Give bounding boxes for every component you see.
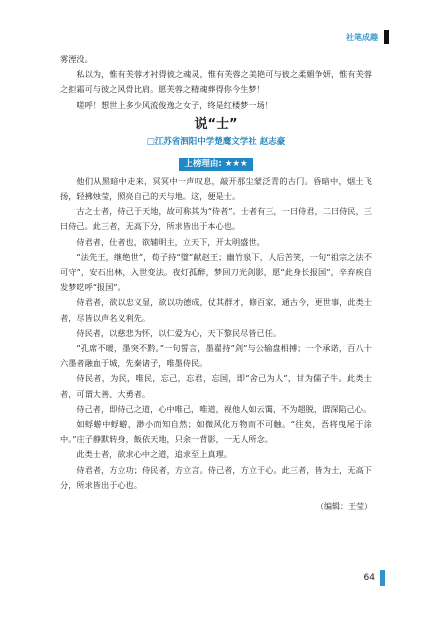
article-paragraph: 如蜉蝣中蜉蝣，渺小而知自然；如微风化万物而不可触。“往矣，吾将曳尾于涂中。”庄子静默转身，飯依天地，只余一背影，一无人所念。 xyxy=(60,419,372,445)
article-title: 说“士” xyxy=(194,116,238,132)
page-marker xyxy=(380,570,385,586)
editor-credit: （编辑：王莹） xyxy=(316,502,372,512)
article-paragraph: 古之士者，侍己于天地，故可称其为“侍者”。士者有三，一曰侍君，二曰侍民，三曰侍己。此三者，无高下分，所求皆出于本心也。 xyxy=(60,206,372,232)
article-paragraph: 侍君者，仕者也，欲辅明主，立天下，开太明盛世。 xyxy=(76,236,265,247)
section-title: 社笔成趣 xyxy=(346,32,378,42)
article-paragraph: 侍君者，方立功；侍民者，方立言。侍己者，方立于心。此三者，皆为士，无高下分，所求皆出于心也。 xyxy=(60,464,372,490)
article-paragraph: “法先王，继绝世”，荀子持“璧”献赵王；幽竹泉下，人后苦笑，一句“祖宗之法不可守”，安石出林，入世变法。夜灯孤醉，梦回刀光剑影，愿“此身长报国”，辛弃疾自发梦呓呼“报国”。 xyxy=(60,251,372,293)
page-number-text: 64 xyxy=(363,573,375,583)
article-paragraph: 此类士者，欲求心中之道，追求至上真理。 xyxy=(76,449,232,460)
page-content xyxy=(60,52,372,514)
article-paragraph: 侍君者，欲以忠义显，欲以功德成，仗其群才，修百家，通古今，更世事，此类士者，尽皆以声名义利先。 xyxy=(60,297,372,323)
article-paragraph: 侍己者，即侍己之道，心中唯己，唯道，视他人如云霭，不为超脱，谓深陷己心。 xyxy=(76,403,372,414)
section-header xyxy=(346,30,389,44)
header-marker xyxy=(384,30,389,44)
intro-paragraph: 私以为，惟有芙蓉才衬得彼之魂灵，惟有芙蓉之美艳可与彼之柔媚争妍，惟有芙蓉之拒霜可与彼之风骨比肩。愿芙蓉之精魂葬得你今生梦！ xyxy=(60,69,372,95)
intro-paragraph: 雾湮没。 xyxy=(60,54,93,64)
article-paragraph: 侍民者，为民，唯民，忘己，忘君，忘国，即“舍己为人”，甘为儒子牛。此类士者，可谓大善、大勇者。 xyxy=(60,373,372,399)
page-number xyxy=(364,570,385,586)
article-paragraph: 他们从黑暗中走来，冥冥中一声叹息，敲开那尘蒙泛青的古门。昏暗中，烟土飞扬，轻拂烛莹，照亮自己的天与地。这，便是士。 xyxy=(60,175,372,202)
article-byline: □江苏省泗阳中学楚鹰文学社 赵志豪 xyxy=(146,136,286,147)
intro-paragraph: 嗟呼！想世上多少风流俊逸之女子，终是红楼梦一场！ xyxy=(76,99,273,110)
article-paragraph: “孔席不暖，墨突不黔。”一句誓言，墨翟持“剑”与公输盘相搏；一个承诺，百八十六墨者融血于城，先秦诸子，唯墨侍民。 xyxy=(60,343,372,369)
article-paragraph: 侍民者，以慈悲为怀，以仁爱为心，天下黎民尽皆已任。 xyxy=(76,327,282,338)
rating-badge: 上榜理由: ★★★ xyxy=(179,158,252,171)
